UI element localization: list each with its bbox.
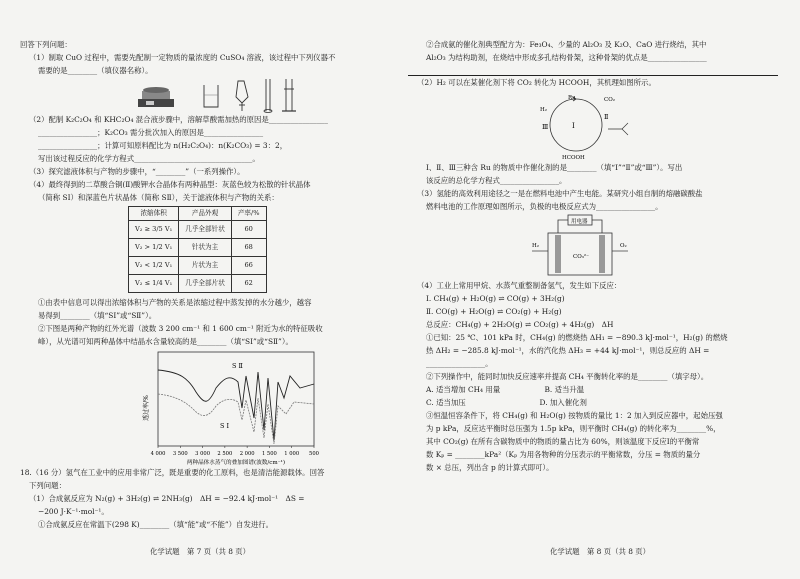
q1-line-1: （1）制取 CuO 过程中，需要先配制一定物质的量浓度的 CuSO₄ 溶液，该过程中下列仪器不 <box>29 53 336 62</box>
table-cell: 片状为主 <box>179 257 232 275</box>
table-header: 浓缩体积 <box>129 207 179 221</box>
ion-label: CO₃²⁻ <box>573 254 590 260</box>
ir-ylabel: 透过率/% <box>143 395 150 421</box>
right-column <box>408 38 788 474</box>
q4-sub1-line-1: ①由表中信息可以得出浓缩体积与产物的关系是浓缩过程中蒸发掉的水分越少，越容 <box>38 298 312 307</box>
table-header: 产品外观 <box>179 207 232 221</box>
ir-ticks <box>151 446 319 457</box>
left-column <box>20 38 392 531</box>
table-cell: 68 <box>231 239 266 257</box>
ir-spectrum-chart <box>20 348 392 466</box>
q18-sub1-line-2: −200 J·K⁻¹·mol⁻¹。 <box>38 507 109 516</box>
option-ab: A. 适当增加 CH₄ 用量 B. 适当升温 <box>426 385 585 394</box>
table-row <box>129 275 267 293</box>
table-header: 产率/% <box>231 207 266 221</box>
cycle-h2-label: H₂ <box>540 107 548 113</box>
q4-sub2-line-1: ②下图是两种产物的红外光谱（波数 3 200 cm⁻¹ 和 1 600 cm⁻¹ 附近为水的特征吸收 <box>38 324 323 333</box>
q18-line-1: 18.（16 分）氢气在工业中的应用非常广泛，既是重要的化工原料，也是清洁能源载体。回答 <box>20 468 325 477</box>
right-gas-label: O₂ <box>620 243 627 249</box>
q2-line-2: ________________；K₂CO₃ 需分批次加入的原因是________________ <box>38 128 264 137</box>
ir-curve-s2 <box>158 370 314 440</box>
q2-line-1: （2）配制 K₂C₂O₄ 和 KHC₂O₄ 混合液步骤中，溶解草酸需加热的原因是________________ <box>29 115 328 124</box>
reaction-total: 总反应：CH₄(g) + 2H₂O(g) ⇌ CO₂(g) + 4H₂(g) ΔH <box>426 320 614 329</box>
instruments-figure <box>20 77 392 113</box>
burette-stand-icon <box>282 79 296 111</box>
q18-sub4-a-line-1: ①已知：25 ℃、101 kPa 时，CH₄(g) 的燃烧热 ΔH₁ = −890.3 kJ·mol⁻¹，H₂(g) 的燃烧 <box>426 333 728 342</box>
q18-line-2: 下列问题： <box>29 481 66 490</box>
q18-sub2b-line-1: Ⅰ、Ⅱ、Ⅲ三种含 Ru 的物质中作催化剂的是________（填“Ⅰ”“Ⅱ”或“Ⅲ”）。写出 <box>426 163 683 172</box>
reaction-2: Ⅱ. CO(g) + H₂O(g) ⇌ CO₂(g) + H₂(g) <box>426 307 562 316</box>
ir-label-s1: S Ⅰ <box>220 422 230 430</box>
separatory-funnel-icon <box>236 81 248 111</box>
ir-tick-label: 3 500 <box>172 451 188 457</box>
fuel-cell-figure <box>408 213 788 279</box>
table-cell: 66 <box>231 257 266 275</box>
table-cell: 60 <box>231 221 266 239</box>
q18-sub1-line-3: ①合成氨反应在常温下(298 K)________（填“能”或“不能”）自发进行。 <box>38 520 274 529</box>
cycle-ru-label: Ru <box>568 95 576 101</box>
cycle-center-label: Ⅰ <box>572 122 575 130</box>
q4-sub2-line-2: 峰），从光谱可知两种晶体中结晶水含量较高的是________（填“SⅠ”或“SⅡ”）。 <box>38 337 293 346</box>
q18-sub4-c-line-4: 数 Kₚ = ________kPa²（Kₚ 为用各物种的分压表示的平衡常数，分压 = 物质的量分 <box>426 450 701 459</box>
table-row <box>129 239 267 257</box>
right-footer: 化学试题 第 8 页（共 8 页） <box>549 547 651 556</box>
q4-line-2: （简称 SⅠ）和深蓝色片状晶体（简称 SⅡ），关于滤液体积与产物的关系： <box>38 193 279 202</box>
q18-sub4-a-line-3: ________________。 <box>426 359 493 368</box>
ir-tick-label: 2 000 <box>239 451 255 457</box>
q18-sub1b-line-1: ②合成氨的催化剂典型配方为：Fe₃O₄、少量的 Al₂O₃ 及 K₂O、CaO 进行烧结，其中 <box>426 40 707 49</box>
q2-line-4: 写出该过程反应的化学方程式________________________________。 <box>38 154 260 163</box>
q18-sub1-line-1: （1）合成氨反应为 N₂(g) + 3H₂(g) ⇌ 2NH₃(g) ΔH = −92.4 kJ·mol⁻¹ ΔS = <box>29 494 305 503</box>
ir-curve-s1 <box>158 394 314 444</box>
ir-tick-label: 500 <box>309 451 319 457</box>
q18-sub4-c-line-5: 数 × 总压，列出含 p 的计算式即可）。 <box>426 463 554 472</box>
balance-icon <box>138 87 174 107</box>
option-cd: C. 适当加压 D. 加入催化剂 <box>426 398 587 407</box>
table-cell: V₂ ≤ 1/4 V₁ <box>129 275 179 293</box>
volumetric-flask-icon <box>264 79 272 113</box>
ir-tick-label: 1 000 <box>284 451 300 457</box>
left-footer: 化学试题 第 7 页（共 8 页） <box>149 547 251 556</box>
q1-line-2: 需要的是________（填仪器名称）。 <box>38 66 153 75</box>
q18-sub3-line-1: （3）氢能的高效利用途径之一是在燃料电池中产生电能。某研究小组自制的熔融碳酸盐 <box>417 189 703 198</box>
cycle-circle <box>550 99 602 151</box>
product-table <box>128 206 267 293</box>
ir-tick-label: 3 000 <box>195 451 211 457</box>
cycle-hcooh-label: HCOOH <box>562 155 585 161</box>
cycle-right-label: Ⅱ <box>604 113 609 121</box>
q3-line: （3）探究滤液体积与产物的步骤中，“________”（一系列操作）。 <box>29 167 245 176</box>
q18-sub3-line-2: 燃料电池的工作原理如图所示，负极的电极反应式为________________。 <box>426 202 663 211</box>
table-cell: V₂ > 1/2 V₁ <box>129 239 179 257</box>
q18-sub4-b-line-1: ②下列操作中，能同时加快反应速率并提高 CH₄ 平衡转化率的是________（填字母）。 <box>426 372 709 381</box>
q18-sub1b-line-2: Al₂O₃ 为结构助剂，在烧结中形成多孔结构骨架，这种骨架的优点是________________ <box>426 53 707 62</box>
intro-line: 回答下列问题： <box>20 40 72 49</box>
table-cell: 几乎全部片状 <box>179 275 232 293</box>
q18-sub4-c-line-1: ③恒温恒容条件下，将 CH₄(g) 和 H₂O(g) 按物质的量比 1：2 加入到反应器中，起始压强 <box>426 411 723 420</box>
q4-line-1: （4）最终得到的二草酸合铜(Ⅱ)酸钾水合晶体有两种晶型：灰蓝色较为松散的针状晶体 <box>29 180 311 189</box>
ir-tick-label: 2 500 <box>217 451 233 457</box>
ir-xlabel: 两种晶体水蒸气的叠加图谱(波数/cm⁻¹) <box>186 460 286 466</box>
q18-sub4-c-line-3: 其中 CO₂(g) 在所有含碳物质中的物质的量占比为 60%，则该温度下反应Ⅰ的平衡常 <box>426 437 700 446</box>
right-page <box>400 0 800 579</box>
table-cell: 几乎全部针状 <box>179 221 232 239</box>
cathode <box>599 235 605 273</box>
table-cell: 针状为主 <box>179 239 232 257</box>
q18-sub4-line-1: （4）工业上常用甲烷、水蒸气重整制备氢气，发生如下反应： <box>417 281 622 290</box>
q18-sub2-line: （2）H₂ 可以在某催化剂下将 CO₂ 转化为 HCOOH，其机理如图所示。 <box>417 78 656 87</box>
cycle-co2-label: CO₂ <box>604 97 615 103</box>
left-gas-label: H₂ <box>532 243 540 249</box>
ir-tick-label: 1 500 <box>261 451 277 457</box>
q2-line-3: ________________；计算可知原料配比为 n(H₂C₂O₄)：n(K₂CO₃) = 3：2， <box>38 141 288 150</box>
ir-tick-label: 4 000 <box>150 451 166 457</box>
beaker-icon <box>204 85 218 107</box>
table-row <box>129 257 267 275</box>
table-cell: 62 <box>231 275 266 293</box>
device-label: 用电器 <box>571 219 588 225</box>
anode <box>555 235 561 273</box>
cycle-left-label: Ⅲ <box>542 123 549 131</box>
answer-line <box>408 64 778 76</box>
catalytic-cycle-figure <box>408 89 788 161</box>
table-row <box>129 221 267 239</box>
q18-sub4-c-line-2: 为 p kPa，反应达平衡时总压强为 1.5p kPa，则平衡时 CH₄(g) 的转化率为________%， <box>426 424 721 433</box>
table-cell: V₂ < 1/2 V₁ <box>129 257 179 275</box>
q18-sub2b-line-2: 该反应的总化学方程式________________。 <box>426 176 567 185</box>
cycle-structure <box>608 123 628 135</box>
ir-label-s2: S Ⅱ <box>232 362 243 370</box>
reaction-1: Ⅰ. CH₄(g) + H₂O(g) ⇌ CO(g) + 3H₂(g) <box>426 294 565 303</box>
q4-sub1-line-2: 易得到________（填“SⅠ”或“SⅡ”）。 <box>38 311 157 320</box>
q18-sub4-a-line-2: 热 ΔH₂ = −285.8 kJ·mol⁻¹，水的汽化热 ΔH₃ = +44 kJ·mol⁻¹，则总反应的 ΔH = <box>426 346 710 355</box>
table-cell: V₂ ≥ 3/5 V₁ <box>129 221 179 239</box>
